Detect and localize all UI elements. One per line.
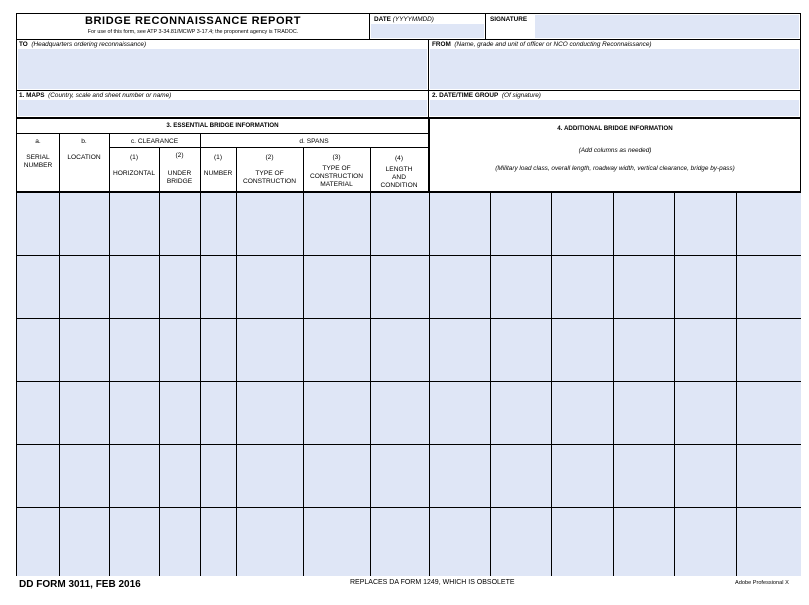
divider [428, 39, 429, 117]
grid-cell[interactable] [675, 319, 736, 381]
grid-cell[interactable] [17, 193, 59, 255]
grid-column-line [613, 192, 614, 576]
grid-row-line [16, 255, 801, 256]
grid-cell[interactable] [160, 256, 200, 318]
grid-cell[interactable] [675, 508, 736, 576]
grid-cell[interactable] [304, 319, 370, 381]
grid-cell[interactable] [60, 508, 109, 576]
to-field[interactable] [18, 49, 427, 89]
grid-cell[interactable] [737, 193, 801, 255]
grid-cell[interactable] [110, 193, 159, 255]
horizontal-number: (1) [129, 154, 139, 161]
grid-cell[interactable] [17, 256, 59, 318]
under-bridge-number: (2) [175, 152, 184, 159]
grid-cell[interactable] [237, 445, 303, 507]
grid-cell[interactable] [737, 508, 801, 576]
col-d-header: d. SPANS [299, 138, 329, 145]
grid-cell[interactable] [552, 193, 613, 255]
divider [109, 147, 429, 148]
grid-cell[interactable] [491, 193, 551, 255]
grid-cell[interactable] [614, 319, 674, 381]
grid-cell[interactable] [371, 193, 429, 255]
grid-cell[interactable] [60, 256, 109, 318]
grid-cell[interactable] [737, 256, 801, 318]
grid-cell[interactable] [430, 193, 490, 255]
grid-cell[interactable] [304, 508, 370, 576]
grid-cell[interactable] [304, 193, 370, 255]
date-label: DATE (YYYYMMDD) [374, 16, 434, 23]
divider [16, 90, 801, 91]
grid-cell[interactable] [160, 445, 200, 507]
span-number-number: (1) [213, 154, 223, 161]
col-c-header: c. CLEARANCE [130, 138, 179, 145]
grid-cell[interactable] [552, 256, 613, 318]
grid-cell[interactable] [201, 382, 236, 444]
grid-cell[interactable] [110, 256, 159, 318]
from-field[interactable] [430, 49, 799, 89]
grid-cell[interactable] [491, 508, 551, 576]
grid-cell[interactable] [371, 319, 429, 381]
grid-cell[interactable] [614, 445, 674, 507]
grid-column-line [200, 134, 201, 576]
grid-cell[interactable] [371, 445, 429, 507]
grid-cell[interactable] [237, 193, 303, 255]
grid-row-line [16, 381, 801, 382]
grid-cell[interactable] [430, 319, 490, 381]
grid-cell[interactable] [110, 382, 159, 444]
grid-column-line [490, 192, 491, 576]
grid-cell[interactable] [491, 256, 551, 318]
col-b-letter: b. [81, 138, 87, 145]
grid-cell[interactable] [17, 445, 59, 507]
grid-cell[interactable] [160, 319, 200, 381]
grid-cell[interactable] [110, 319, 159, 381]
grid-cell[interactable] [675, 445, 736, 507]
grid-cell[interactable] [491, 382, 551, 444]
grid-cell[interactable] [614, 193, 674, 255]
divider [16, 133, 429, 134]
grid-cell[interactable] [110, 508, 159, 576]
location-heading: LOCATION [67, 154, 101, 161]
section4-title: 4. ADDITIONAL BRIDGE INFORMATION [557, 125, 673, 132]
grid-cell[interactable] [110, 445, 159, 507]
grid-column-line [551, 192, 552, 576]
length-condition-number: (4) [394, 155, 404, 162]
grid-cell[interactable] [491, 319, 551, 381]
grid-cell[interactable] [201, 193, 236, 255]
grid-cell[interactable] [60, 319, 109, 381]
horizontal-heading: HORIZONTAL [112, 170, 155, 177]
length-condition-heading: LENGTH AND CONDITION [380, 166, 418, 189]
grid-cell[interactable] [201, 445, 236, 507]
grid-row-line [16, 444, 801, 445]
grid-cell[interactable] [237, 319, 303, 381]
divider [369, 13, 370, 39]
grid-cell[interactable] [201, 319, 236, 381]
section3-title: 3. ESSENTIAL BRIDGE INFORMATION [166, 122, 279, 129]
grid-cell[interactable] [371, 382, 429, 444]
grid-column-line [370, 148, 371, 576]
form-title: BRIDGE RECONNAISSANCE REPORT [84, 15, 302, 27]
grid-cell[interactable] [371, 508, 429, 576]
signature-label: SIGNATURE [490, 16, 528, 23]
span-number-heading: NUMBER [203, 170, 233, 177]
grid-column-line [159, 148, 160, 576]
grid-cell[interactable] [201, 256, 236, 318]
grid-cell[interactable] [160, 193, 200, 255]
section4-note: (Add columns as needed) [578, 147, 652, 154]
grid-cell[interactable] [675, 256, 736, 318]
grid-cell[interactable] [17, 382, 59, 444]
maps-label: 1. MAPS (Country, scale and sheet number or name) [19, 92, 172, 99]
grid-cell[interactable] [675, 382, 736, 444]
grid-row-line [16, 507, 801, 508]
grid-cell[interactable] [201, 508, 236, 576]
grid-column-line [736, 192, 737, 576]
type-construction-number: (2) [265, 154, 274, 161]
grid-cell[interactable] [160, 382, 200, 444]
grid-cell[interactable] [614, 508, 674, 576]
divider [16, 117, 801, 119]
grid-cell[interactable] [430, 445, 490, 507]
form-subtitle: For use of this form, see ATP 3-34.81/MCWP 3-17.4; the proponent agency is TRADOC. [87, 29, 299, 35]
grid-cell[interactable] [737, 382, 801, 444]
grid-column-line [303, 148, 304, 576]
grid-cell[interactable] [675, 193, 736, 255]
col-a-letter: a. [35, 138, 41, 145]
grid-cell[interactable] [304, 382, 370, 444]
grid-cell[interactable] [491, 445, 551, 507]
grid-cell[interactable] [614, 382, 674, 444]
grid-cell[interactable] [304, 256, 370, 318]
grid-cell[interactable] [237, 508, 303, 576]
software-note: Adobe Professional X [735, 580, 789, 586]
serial-number-heading: SERIAL NUMBER [23, 154, 53, 169]
grid-cell[interactable] [430, 382, 490, 444]
construction-material-number: (3) [332, 154, 341, 161]
grid-cell[interactable] [160, 508, 200, 576]
grid-cell[interactable] [552, 382, 613, 444]
grid-cell[interactable] [60, 193, 109, 255]
grid-column-line [109, 134, 110, 576]
grid-cell[interactable] [237, 256, 303, 318]
replaces-note: REPLACES DA FORM 1249, WHICH IS OBSOLETE [350, 579, 515, 586]
dtg-field[interactable] [430, 100, 799, 116]
to-label: TO (Headquarters ordering reconnaissance) [19, 41, 147, 48]
grid-cell[interactable] [737, 319, 801, 381]
grid-cell[interactable] [17, 319, 59, 381]
date-field[interactable] [371, 24, 484, 38]
grid-cell[interactable] [552, 508, 613, 576]
grid-column-line [674, 192, 675, 576]
grid-column-line [236, 148, 237, 576]
grid-cell[interactable] [430, 256, 490, 318]
divider [485, 13, 486, 39]
maps-field[interactable] [18, 100, 427, 116]
dtg-label: 2. DATE/TIME GROUP (Of signature) [432, 92, 541, 99]
grid-cell[interactable] [304, 445, 370, 507]
signature-field[interactable] [535, 15, 799, 38]
type-construction-heading: TYPE OF CONSTRUCTION [242, 170, 297, 185]
grid-cell[interactable] [371, 256, 429, 318]
grid-cell[interactable] [430, 508, 490, 576]
construction-material-heading: TYPE OF CONSTRUCTION MATERIAL [309, 165, 364, 188]
grid-cell[interactable] [60, 445, 109, 507]
grid-row-line [16, 318, 801, 319]
grid-cell[interactable] [552, 445, 613, 507]
form-number: DD FORM 3011, FEB 2016 [19, 579, 141, 590]
grid-cell[interactable] [17, 508, 59, 576]
grid-cell[interactable] [237, 382, 303, 444]
grid-cell[interactable] [614, 256, 674, 318]
grid-cell[interactable] [737, 445, 801, 507]
grid-cell[interactable] [552, 319, 613, 381]
grid-column-line [59, 134, 60, 576]
grid-cell[interactable] [60, 382, 109, 444]
under-bridge-heading: UNDER BRIDGE [166, 170, 193, 185]
section4-hint: (Military load class, overall length, roadway width, vertical clearance, bridge by-pass) [495, 165, 735, 172]
divider [16, 39, 801, 40]
from-label: FROM (Name, grade and unit of officer or NCO conducting Reconnaissance) [432, 41, 652, 48]
